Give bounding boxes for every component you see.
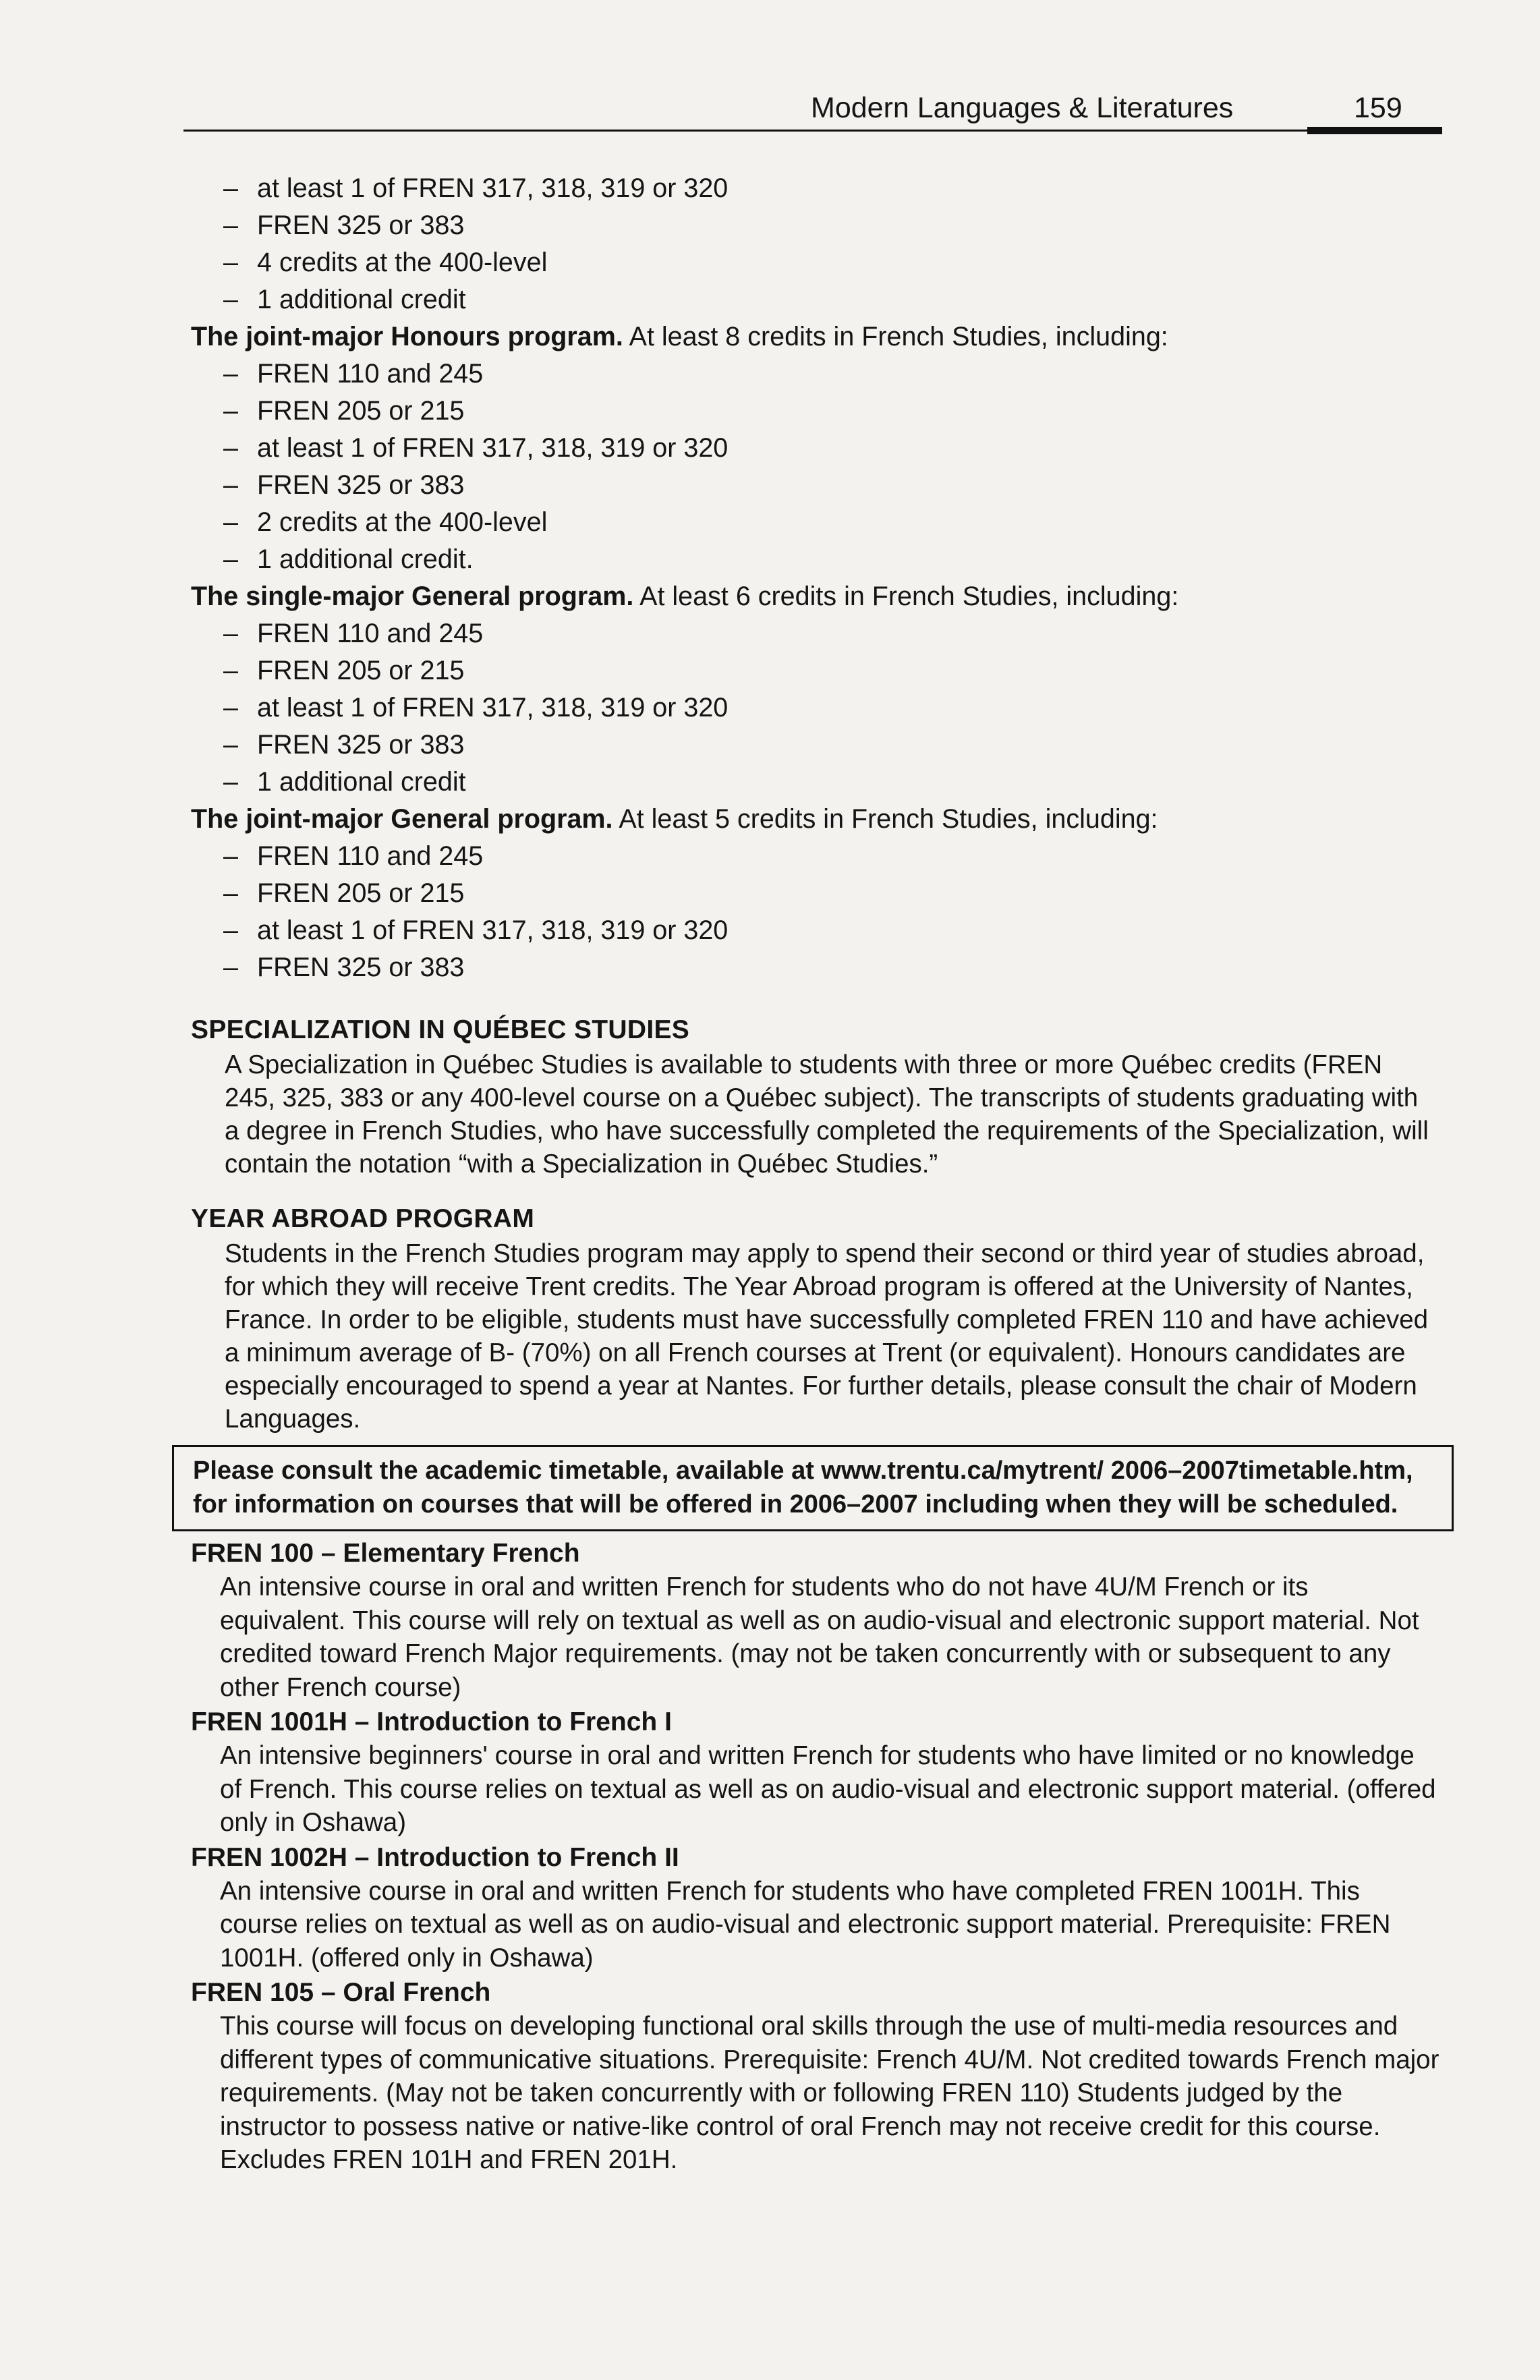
dash-bullet: – bbox=[223, 915, 238, 945]
specialization-text: A Specialization in Québec Studies is available to students with three or more Québec credits (FREN 245, 325, 383 or any 400-level course on a Québec subject). The transcripts of students graduating with a degree in French Studies, who have successfully completed the requirements of the Specialization, will contain the notation “with a Specialization in Québec Studies.” bbox=[225, 1050, 1429, 1179]
requirement-item bbox=[191, 207, 1452, 244]
requirement-text: at least 1 of FREN 317, 318, 319 or 320 bbox=[257, 915, 729, 945]
program-intro: At least 6 credits in French Studies, including: bbox=[633, 582, 1179, 611]
requirement-item bbox=[191, 727, 1452, 764]
course-listings bbox=[191, 1537, 1452, 2177]
requirement-text: at least 1 of FREN 317, 318, 319 or 320 bbox=[257, 693, 729, 722]
course-title: FREN 1002H – Introduction to French II bbox=[191, 1842, 679, 1872]
timetable-notice-box bbox=[172, 1445, 1454, 1531]
page-content bbox=[191, 170, 1452, 2177]
dash-bullet: – bbox=[223, 210, 238, 240]
requirement-text: at least 1 of FREN 317, 318, 319 or 320 bbox=[257, 173, 729, 203]
course-title: FREN 100 – Elementary French bbox=[191, 1539, 580, 1568]
requirement-item bbox=[191, 764, 1452, 801]
program-heading-joint-honours bbox=[191, 318, 1452, 356]
requirement-text: FREN 110 and 245 bbox=[257, 619, 484, 648]
course-title: FREN 105 – Oral French bbox=[191, 1978, 491, 2007]
requirement-item bbox=[191, 652, 1452, 689]
course-description: An intensive course in oral and written French for students who have completed FREN 1001H. This course relies on textual as well as on audio-visual and electronic support material. Prerequisite: FREN 1001H. (offered only in Oshawa) bbox=[220, 1876, 1391, 1973]
page-number: 159 bbox=[1354, 92, 1402, 124]
section-heading-specialization: SPECIALIZATION IN QUÉBEC STUDIES bbox=[191, 1015, 690, 1044]
dash-bullet: – bbox=[223, 693, 238, 722]
requirement-item bbox=[191, 949, 1452, 986]
requirement-text: 1 additional credit bbox=[257, 285, 466, 314]
dash-bullet: – bbox=[223, 248, 238, 277]
program-heading-single-general bbox=[191, 578, 1452, 615]
course-description: This course will focus on developing functional oral skills through the use of multi-media resources and different types of communicative situations. Prerequisite: French 4U/M. Not credited towards French major requirements. (May not be taken concurrently with or following FREN 110) Students judged by the instructor to possess native or native-like control of oral French may not receive credit for this course. Excludes FREN 101H and FREN 201H. bbox=[220, 2012, 1439, 2174]
year-abroad-section bbox=[191, 1201, 1452, 1436]
requirement-item bbox=[191, 244, 1452, 281]
requirement-text: FREN 205 or 215 bbox=[257, 878, 465, 908]
requirement-text: 2 credits at the 400-level bbox=[257, 507, 548, 537]
requirement-item bbox=[191, 875, 1452, 912]
header-rule bbox=[183, 130, 1442, 132]
requirement-item bbox=[191, 356, 1452, 393]
dash-bullet: – bbox=[223, 285, 238, 314]
dash-bullet: – bbox=[223, 507, 238, 537]
course-entry bbox=[191, 1976, 1452, 2177]
requirement-text: FREN 110 and 245 bbox=[257, 359, 484, 389]
dash-bullet: – bbox=[223, 619, 238, 648]
requirement-item bbox=[191, 393, 1452, 430]
requirement-item bbox=[191, 170, 1452, 207]
course-entry bbox=[191, 1705, 1452, 1840]
requirement-item bbox=[191, 615, 1452, 652]
course-entry bbox=[191, 1841, 1452, 1975]
running-header-title: Modern Languages & Literatures bbox=[811, 92, 1234, 124]
requirement-text: 1 additional credit bbox=[257, 767, 466, 797]
requirement-item bbox=[191, 541, 1452, 578]
dash-bullet: – bbox=[223, 656, 238, 685]
requirement-item bbox=[191, 838, 1452, 875]
dash-bullet: – bbox=[223, 841, 238, 871]
dash-bullet: – bbox=[223, 730, 238, 760]
requirement-text: FREN 325 or 383 bbox=[257, 210, 465, 240]
requirement-text: at least 1 of FREN 317, 318, 319 or 320 bbox=[257, 433, 729, 463]
requirement-text: FREN 205 or 215 bbox=[257, 656, 465, 685]
specialization-section bbox=[191, 1012, 1452, 1181]
requirement-text: FREN 325 or 383 bbox=[257, 730, 465, 760]
dash-bullet: – bbox=[223, 878, 238, 908]
course-description: An intensive beginners' course in oral and written French for students who have limited or no knowledge of French. This course relies on textual as well as on audio-visual and electronic support material. (offered only in Oshawa) bbox=[220, 1741, 1436, 1837]
dash-bullet: – bbox=[223, 396, 238, 426]
course-title: FREN 1001H – Introduction to French I bbox=[191, 1707, 672, 1736]
timetable-notice-text: Please consult the academic timetable, available at www.trentu.ca/mytrent/ 2006–2007timetable.htm, for information on courses that will be offered in 2006–2007 including when they will be scheduled. bbox=[193, 1456, 1413, 1519]
dash-bullet: – bbox=[223, 470, 238, 500]
requirement-text: 1 additional credit. bbox=[257, 544, 474, 574]
requirement-text: FREN 205 or 215 bbox=[257, 396, 465, 426]
requirement-text: FREN 325 or 383 bbox=[257, 953, 465, 982]
header-rule-accent bbox=[1307, 127, 1442, 134]
dash-bullet: – bbox=[223, 433, 238, 463]
requirement-text: FREN 325 or 383 bbox=[257, 470, 465, 500]
requirement-item bbox=[191, 689, 1452, 727]
dash-bullet: – bbox=[223, 767, 238, 797]
requirement-item bbox=[191, 467, 1452, 504]
dash-bullet: – bbox=[223, 544, 238, 574]
program-intro: At least 8 credits in French Studies, including: bbox=[623, 322, 1168, 351]
requirement-item bbox=[191, 430, 1452, 467]
year-abroad-text: Students in the French Studies program may apply to spend their second or third year of studies abroad, for which they will receive Trent credits. The Year Abroad program is offered at the University of Nantes, France. In order to be eligible, students must have successfully completed FREN 110 and have achieved a minimum average of B- (70%) on all French courses at Trent (or equivalent). Honours candidates are especially encouraged to spend a year at Nantes. For further details, please consult the chair of Modern Languages. bbox=[225, 1239, 1429, 1434]
requirement-text: FREN 110 and 245 bbox=[257, 841, 484, 871]
program-title: The joint-major Honours program. bbox=[191, 322, 623, 351]
section-heading-year-abroad: YEAR ABROAD PROGRAM bbox=[191, 1204, 535, 1233]
program-heading-joint-general bbox=[191, 801, 1452, 838]
dash-bullet: – bbox=[223, 953, 238, 982]
dash-bullet: – bbox=[223, 173, 238, 203]
dash-bullet: – bbox=[223, 359, 238, 389]
requirement-item bbox=[191, 912, 1452, 949]
program-title: The single-major General program. bbox=[191, 582, 634, 611]
page-header bbox=[183, 86, 1442, 135]
requirement-text: 4 credits at the 400-level bbox=[257, 248, 548, 277]
program-title: The joint-major General program. bbox=[191, 804, 613, 834]
requirement-item bbox=[191, 504, 1452, 541]
course-entry bbox=[191, 1537, 1452, 1704]
program-intro: At least 5 credits in French Studies, including: bbox=[612, 804, 1158, 834]
course-description: An intensive course in oral and written French for students who do not have 4U/M French or its equivalent. This course will rely on textual as well as on audio-visual and electronic support material. Not credited toward French Major requirements. (may not be taken concurrently with or subsequent to any other French course) bbox=[220, 1572, 1419, 1702]
program-requirements bbox=[191, 170, 1452, 986]
requirement-item bbox=[191, 281, 1452, 318]
